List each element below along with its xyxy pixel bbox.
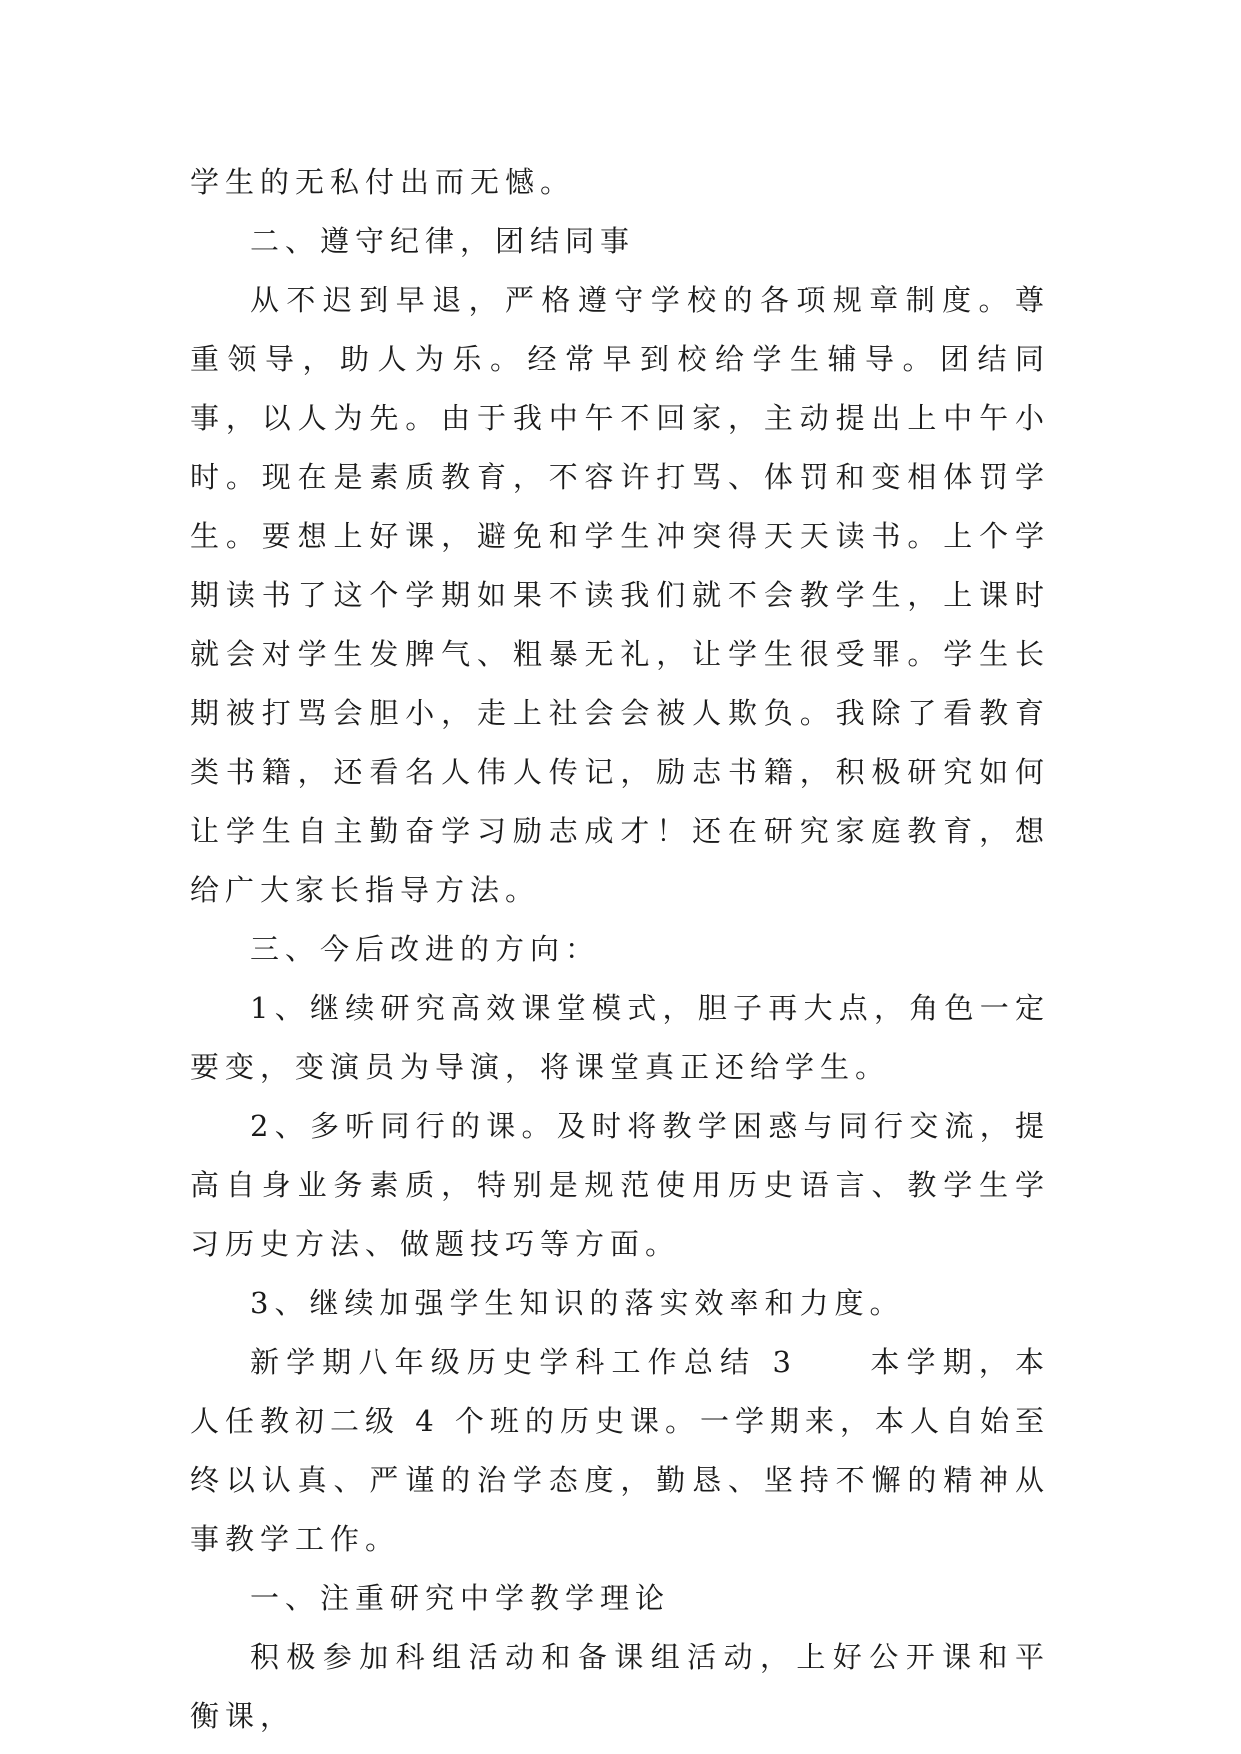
list-item-3: 3、继续加强学生知识的落实效率和力度。 bbox=[250, 1286, 905, 1320]
section-heading-3: 三、今后改进的方向： bbox=[250, 932, 601, 966]
paragraph-discipline: 从不迟到早退，严格遵守学校的各项规章制度。尊重领导，助人为乐。经常早到校给学生辅导。团结同事，以人为先。由于我中午不回家，主动提出上中午小时。现在是素质教育，不容许打骂、体罚和变相体罚学生。要想上好课，避免和学生冲突得天天读书。上个学期读书了这个学期如果不读我们就不会教学生，上课时就会对学生发脾气、粗暴无礼，让学生很受罪。学生长期被打骂会胆小，走上社会会被人欺负。我除了看教育类书籍，还看名人伟人传记，励志书籍，积极研究如何让学生自主勤奋学习励志成才！还在研究家庭教育，想给广大家长指导方法。 bbox=[190, 283, 1050, 907]
paragraph-summary-3: 新学期八年级历史学科工作总结 3 本学期，本人任教初二级 4 个班的历史课。一学期来，本人自始至终以认真、严谨的治学态度，勤恳、坚持不懈的精神从事教学工作。 bbox=[190, 1345, 1050, 1556]
document-body bbox=[190, 153, 1050, 1746]
paragraph-activities: 积极参加科组活动和备课组活动，上好公开课和平衡课， bbox=[190, 1640, 1050, 1733]
paragraph-continuation: 学生的无私付出而无憾。 bbox=[190, 165, 576, 199]
section-heading-2: 二、遵守纪律，团结同事 bbox=[250, 224, 636, 258]
section-heading-1: 一、注重研究中学教学理论 bbox=[250, 1581, 671, 1615]
list-item-2: 2、多听同行的课。及时将教学困惑与同行交流，提高自身业务素质，特别是规范使用历史语言、教学生学习历史方法、做题技巧等方面。 bbox=[190, 1109, 1050, 1261]
list-item-1: 1、继续研究高效课堂模式，胆子再大点，角色一定要变，变演员为导演，将课堂真正还给学生。 bbox=[190, 991, 1050, 1084]
